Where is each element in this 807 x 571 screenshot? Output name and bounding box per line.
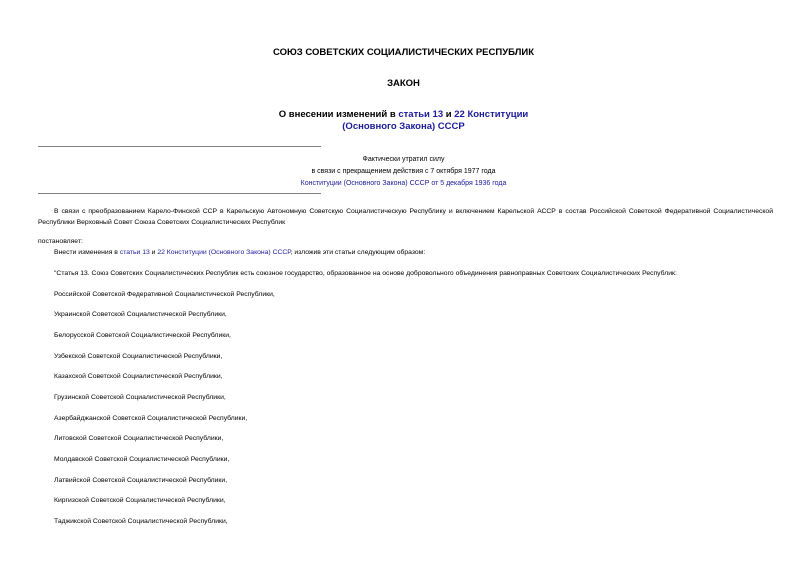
list-item: Узбекской Советской Социалистической Республики, <box>54 353 223 360</box>
list-item: Белорусской Советской Социалистической Республики, <box>54 332 231 339</box>
status-note <box>0 154 807 190</box>
list-item: Литовской Советской Социалистической Республики, <box>54 435 224 442</box>
resolves-text: постановляет: <box>38 238 83 245</box>
amend-and: и <box>149 249 158 256</box>
status-note-line2: в связи с прекращением действия с 7 октября 1977 года <box>311 168 496 175</box>
article-22-link[interactable]: 22 Конституции <box>454 109 529 120</box>
amend-text: Внести изменения в <box>54 249 120 256</box>
list-item: Таджикской Советской Социалистической Республики, <box>54 518 228 525</box>
top-divider <box>38 146 321 147</box>
law-heading: ЗАКОН <box>387 78 420 89</box>
amend-tail: , изложив эти статьи следующим образом: <box>290 249 426 256</box>
subject-text: О внесении изменений в <box>278 109 399 120</box>
list-item: Латвийской Советской Социалистической Республики, <box>54 477 228 484</box>
constitution-link[interactable]: (Основного Закона) СССР <box>342 121 465 132</box>
list-item: Украинской Советской Социалистической Республики, <box>54 311 227 318</box>
bottom-divider <box>38 193 321 194</box>
article-13-link[interactable]: статьи 13 <box>398 109 444 120</box>
list-item: Российской Советской Федеративной Социалистической Республики, <box>54 291 275 298</box>
list-item: Казахской Советской Социалистической Республики, <box>54 373 223 380</box>
amend-article-13-link[interactable]: статьи 13 <box>119 249 150 256</box>
law-subject-line1 <box>0 109 807 120</box>
list-item: Молдавской Советской Социалистической Республики, <box>54 456 230 463</box>
amend-constitution-link[interactable]: 22 Конституции (Основного Закона) СССР <box>157 249 291 256</box>
constitution-1936-link[interactable]: Конституции (Основного Закона) СССР от 5 декабря 1936 года <box>300 180 507 187</box>
article-13-text: "Статья 13. Союз Советских Социалистических Республик есть союзное государство, образованное на основе добровольного объединения равноправных Советских Социалистических Республик: <box>54 270 677 277</box>
amend-paragraph <box>54 249 425 256</box>
list-item: Киргизской Советской Социалистической Республики, <box>54 497 226 504</box>
preamble-paragraph: В связи с преобразованием Карело-Финской ССР в Карельскую Автономную Советскую Социалистическую Республику и включением Карельской АССР в состав Российской Советской Федеративной Социалистической Республики Верховный Совет Союза Советских Социалистических Республик <box>38 208 773 226</box>
list-item: Азербайджанской Советской Социалистической Республики, <box>54 415 248 422</box>
union-heading: СОЮЗ СОВЕТСКИХ СОЦИАЛИСТИЧЕСКИХ РЕСПУБЛИК <box>272 47 534 58</box>
subject-and: и <box>443 109 455 120</box>
status-note-line1: Фактически утратил силу <box>362 156 445 163</box>
list-item: Грузинской Советской Социалистической Республики, <box>54 394 226 401</box>
